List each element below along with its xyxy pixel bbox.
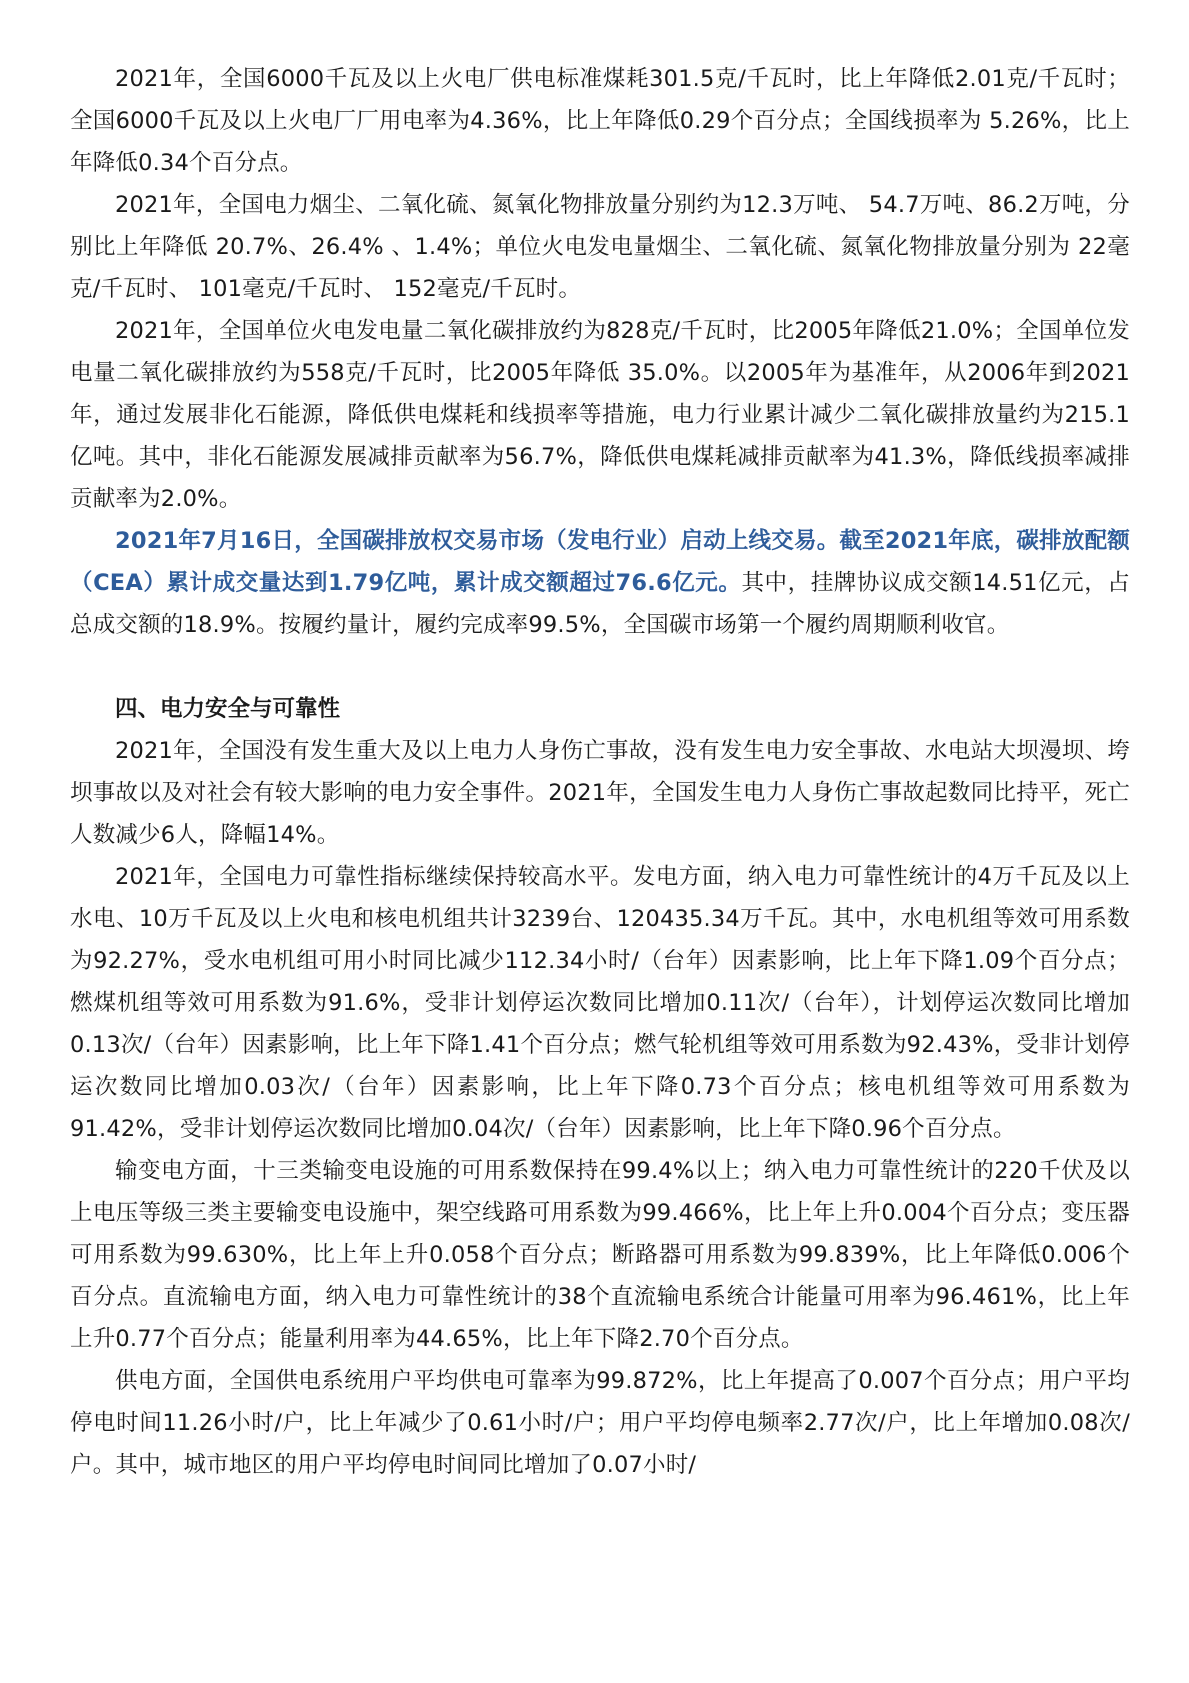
paragraph-supply-reliability: 供电方面，全国供电系统用户平均供电可靠率为99.872%，比上年提高了0.007个百分点；用户平均停电时间11.26小时/户，比上年减少了0.61小时/户；用户平均停电频率2.77次/户，比上年增加0.08次/户。其中，城市地区的用户平均停电时间同比增加了0.07小时/ <box>70 1368 1130 1478</box>
highlighted-carbon-market-text: 2021年7月16日，全国碳排放权交易市场（发电行业）启动上线交易。截至2021年底，碳排放配额（CEA）累计成交量达到1.79亿吨，累计成交额超过76.6亿元。 <box>70 528 1130 596</box>
paragraph-coal-consumption: 2021年，全国6000千瓦及以上火电厂供电标准煤耗301.5克/千瓦时，比上年降低2.01克/千瓦时；全国6000千瓦及以上火电厂厂用电率为4.36%，比上年降低0.29个百分点；全国线损率为 5.26%，比上年降低0.34个百分点。 <box>70 66 1130 176</box>
paragraph-transmission-reliability: 输变电方面，十三类输变电设施的可用系数保持在99.4%以上；纳入电力可靠性统计的220千伏及以上电压等级三类主要输变电设施中，架空线路可用系数为99.466%，比上年上升0.004个百分点；变压器可用系数为99.630%，比上年上升0.058个百分点；断路器可用系数为99.839%，比上年降低0.006个百分点。直流输电方面，纳入电力可靠性统计的38个直流输电系统合计能量可用率为96.461%，比上年上升0.77个百分点；能量利用率为44.65%，比上年下降2.70个百分点。 <box>70 1158 1130 1352</box>
section-heading-safety-reliability: 四、电力安全与可靠性 <box>115 696 341 722</box>
paragraph-emissions: 2021年，全国电力烟尘、二氧化硫、氮氧化物排放量分别约为12.3万吨、 54.7万吨、86.2万吨，分别比上年降低 20.7%、26.4% 、1.4%；单位火电发电量烟尘、二氧化硫、氮氧化物排放量分别为 22毫克/千瓦时、 101毫克/千瓦时、 152毫克/千瓦时。 <box>70 192 1130 302</box>
paragraph-co2-reduction: 2021年，全国单位火电发电量二氧化碳排放约为828克/千瓦时，比2005年降低21.0%；全国单位发电量二氧化碳排放约为558克/千瓦时，比2005年降低 35.0%。以2005年为基准年，从2006年到2021年，通过发展非化石能源，降低供电煤耗和线损率等措施，电力行业累计减少二氧化碳排放量约为215.1亿吨。其中，非化石能源发展减排贡献率为56.7%，降低供电煤耗减排贡献率为41.3%，降低线损率减排贡献率为2.0%。 <box>70 318 1130 512</box>
paragraph-carbon-market <box>70 520 1130 646</box>
paragraph-generation-reliability: 2021年，全国电力可靠性指标继续保持较高水平。发电方面，纳入电力可靠性统计的4万千瓦及以上水电、10万千瓦及以上火电和核电机组共计3239台、120435.34万千瓦。其中，水电机组等效可用系数为92.27%，受水电机组可用小时同比减少112.34小时/（台年）因素影响，比上年下降1.09个百分点；燃煤机组等效可用系数为91.6%，受非计划停运次数同比增加0.11次/（台年），计划停运次数同比增加0.13次/（台年）因素影响，比上年下降1.41个百分点；燃气轮机组等效可用系数为92.43%，受非计划停运次数同比增加0.03次/（台年）因素影响，比上年下降0.73个百分点；核电机组等效可用系数为91.42%，受非计划停运次数同比增加0.04次/（台年）因素影响，比上年下降0.96个百分点。 <box>70 864 1130 1142</box>
document-page <box>70 58 1130 1486</box>
paragraph-safety: 2021年，全国没有发生重大及以上电力人身伤亡事故，没有发生电力安全事故、水电站大坝漫坝、垮坝事故以及对社会有较大影响的电力安全事件。2021年，全国发生电力人身伤亡事故起数同比持平，死亡人数减少6人，降幅14%。 <box>70 738 1130 848</box>
section-gap <box>70 646 1130 688</box>
carbon-market-details: 其中，挂牌协议成交额14.51亿元，占总成交额的18.9%。按履约量计，履约完成率99.5%，全国碳市场第一个履约周期顺利收官。 <box>70 570 1130 638</box>
